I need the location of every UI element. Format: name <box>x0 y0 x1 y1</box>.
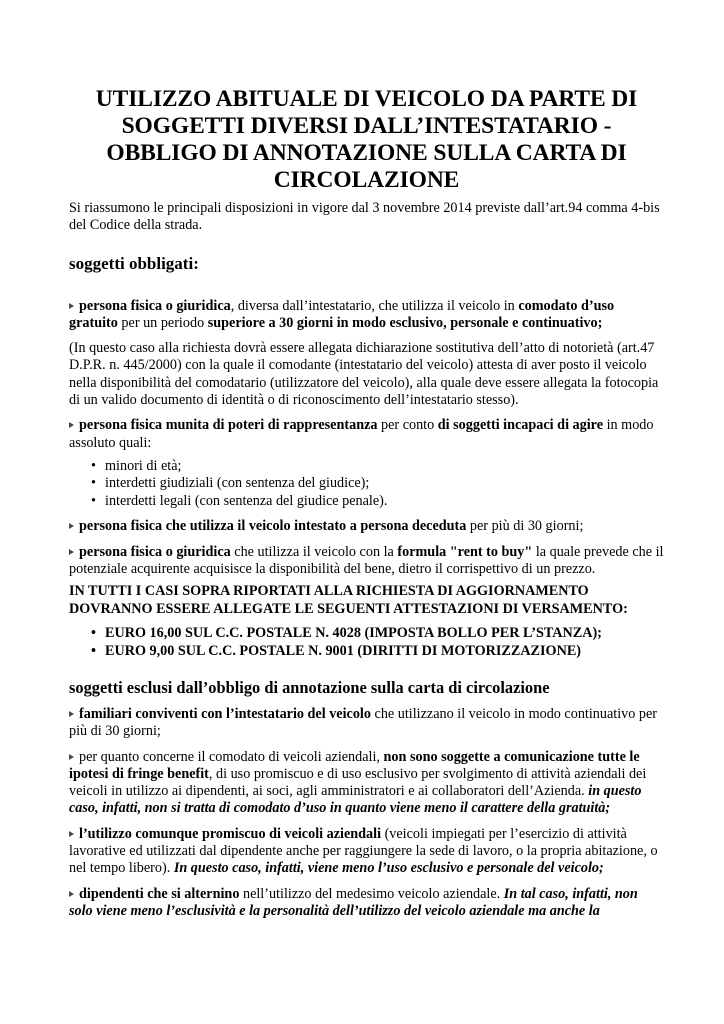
esclusi-item-dipendenti <box>69 886 664 921</box>
bold-italic-text: In questo caso, infatti, viene meno l’uso esclusivo e personale del veicolo; <box>173 860 604 877</box>
text: , diversa dall’intestatario, che utilizza il veicolo in <box>230 297 519 314</box>
bold-text: persona fisica o giuridica <box>79 297 231 314</box>
list-item: • EURO 9,00 SUL C.C. POSTALE N. 9001 (DIRITTI DI MOTORIZZAZIONE) <box>69 642 664 660</box>
title-line: SOGGETTI DIVERSI DALL’INTESTATARIO - <box>121 113 612 139</box>
text: (veicoli impiegati per l’esercizio di attività lavorative ed utilizzati dal dipendente anche per raggiungere la sede di lavoro, o la propria abitazione, o nel tempo libero). <box>69 825 658 877</box>
arrow-bullet-icon <box>69 549 74 555</box>
bold-text: di soggetti incapaci di agire <box>437 417 604 434</box>
bold-italic-text: In tal caso, infatti, non solo viene meno l’esclusività e la personalità dell’utilizzo del veicolo aziendale ma anche la <box>69 885 638 919</box>
obbligati-item-rappresentanza <box>69 417 664 452</box>
versamenti-list <box>69 624 664 660</box>
incapaci-list <box>69 458 664 511</box>
text: per conto <box>377 417 438 434</box>
arrow-bullet-icon <box>69 891 74 897</box>
bold-italic-text: in questo caso, infatti, non si tratta di comodato d’uso in quanto viene meno il carattere della gratuità; <box>69 783 642 817</box>
title-line: OBBLIGO DI ANNOTAZIONE SULLA CARTA DI <box>106 140 627 166</box>
intro-paragraph: Si riassumono le principali disposizioni in vigore dal 3 novembre 2014 previste dall’art.94 comma 4-bis del Codice della strada. <box>69 200 660 234</box>
arrow-bullet-icon <box>69 303 74 309</box>
title-line: CIRCOLAZIONE <box>273 167 460 193</box>
text: per quanto concerne il comodato di veicoli aziendali, <box>79 748 384 765</box>
bold-text: persona fisica o giuridica <box>79 543 231 560</box>
text: che utilizza il veicolo con la <box>230 543 398 560</box>
esclusi-item-familiari <box>69 706 664 741</box>
versamenti-notice: IN TUTTI I CASI SOPRA RIPORTATI ALLA RICHIESTA DI AGGIORNAMENTO DOVRANNO ESSERE ALLEGATE LE SEGUENTI ATTESTAZIONI DI VERSAMENTO: <box>69 583 628 617</box>
arrow-bullet-icon <box>69 831 74 837</box>
text: la quale prevede che il potenziale acquirente acquisisce la disponibilità del bene, dietro il corrispettivo di un prezzo. <box>69 543 664 578</box>
list-item: • interdetti giudiziali (con sentenza del giudice); <box>69 475 664 493</box>
text: che utilizzano il veicolo in modo continuativo per più di 30 giorni; <box>69 705 658 740</box>
bold-text: comodato d’uso gratuito <box>69 297 615 331</box>
title-line: UTILIZZO ABITUALE DI VEICOLO DA PARTE DI <box>95 86 638 112</box>
list-item: • EURO 16,00 SUL C.C. POSTALE N. 4028 (IMPOSTA BOLLO PER L’STANZA); <box>69 624 664 642</box>
obbligati-item-deceduta <box>69 518 664 535</box>
bold-text: superiore a 30 giorni in modo esclusivo, personale e continuativo; <box>207 314 603 331</box>
arrow-bullet-icon <box>69 422 74 428</box>
bold-text: persona fisica che utilizza il veicolo intestato a persona deceduta <box>79 518 467 535</box>
arrow-bullet-icon <box>69 523 74 529</box>
esclusi-item-fringe-benefit <box>69 749 664 818</box>
bold-text: l’utilizzo comunque promiscuo di veicoli aziendali <box>79 825 382 842</box>
text: nell’utilizzo del medesimo veicolo aziendale. <box>239 885 504 902</box>
text: , di uso promiscuo e di uso esclusivo per svolgimento di attività aziendali dei veicoli in utilizzo ai dipendenti, ai soci, agli amministratori e ai collaboratori dell’Azienda. <box>69 765 647 800</box>
comodato-note: (In questo caso alla richiesta dovrà essere allegata dichiarazione sostitutiva dell’atto di notorietà (art.47 D.P.R. n. 445/2000) con la quale il comodante (intestatario del veicolo) attesta di aver posto il veicolo nella disponibilità del comodatario (utilizzatore del veicolo), alla quale deve essere allegata la fotocopia di un valido documento di identità o di riconoscimento dell’intestatario stesso). <box>69 340 659 409</box>
esclusi-item-promiscuo <box>69 826 664 878</box>
bold-text: formula "rent to buy" <box>397 543 533 560</box>
bold-text: familiari conviventi con l’intestatario del veicolo <box>79 705 371 722</box>
bold-text: persona fisica munita di poteri di rappresentanza <box>79 417 378 434</box>
bold-text: dipendenti che si alternino <box>79 885 240 902</box>
obbligati-item-rent-to-buy <box>69 544 664 579</box>
arrow-bullet-icon <box>69 711 74 717</box>
list-item: • interdetti legali (con sentenza del giudice penale). <box>69 493 664 511</box>
text: in modo assoluto quali: <box>69 417 654 451</box>
text: per un periodo <box>117 314 208 331</box>
bold-text: non sono soggette a comunicazione tutte le ipotesi di fringe benefit <box>69 748 640 782</box>
section-heading-esclusi: soggetti esclusi dall’obbligo di annotazione sulla carta di circolazione <box>69 677 550 697</box>
text: per più di 30 giorni; <box>466 518 584 535</box>
obbligati-item-comodato <box>69 298 664 333</box>
section-heading-obbligati: soggetti obbligati: <box>69 253 199 273</box>
arrow-bullet-icon <box>69 754 74 760</box>
list-item: • minori di età; <box>69 458 664 476</box>
document-title <box>69 86 664 194</box>
